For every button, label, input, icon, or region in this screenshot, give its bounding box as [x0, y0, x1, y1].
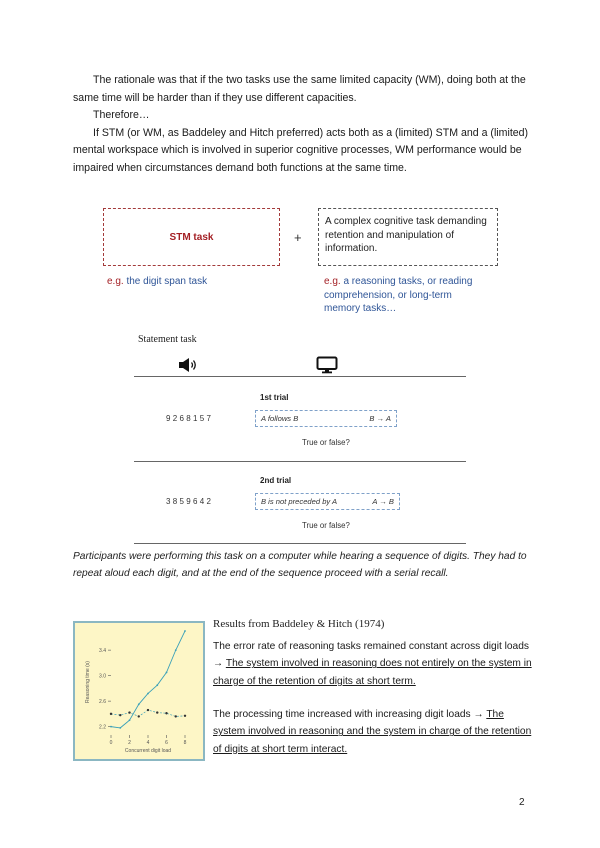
statement-pattern: B → A	[369, 414, 391, 423]
trial-label: 1st trial	[260, 393, 289, 402]
speaker-icon	[178, 357, 200, 378]
statement-text: B is not preceded by A	[261, 497, 338, 506]
complex-example	[324, 275, 484, 316]
statement-box	[255, 493, 400, 510]
trial-label: 2nd trial	[260, 476, 292, 485]
y-tick-label: 2.6	[99, 699, 106, 706]
y-tick-label: 2.2	[99, 724, 106, 731]
data-point	[128, 711, 130, 713]
stm-example-text: the digit span task	[126, 276, 208, 287]
x-tick-label: 2	[128, 740, 131, 746]
data-point	[166, 672, 168, 674]
divider	[134, 461, 466, 462]
intro-paragraph-1: The rationale was that if the two tasks use the same limited capacity (WM), doing both at the same time will be harder than if they use different capacities.	[73, 74, 526, 104]
data-point	[119, 727, 121, 729]
complex-task-box: A complex cognitive task demanding retention and manipulation of information.	[318, 208, 498, 266]
x-tick-label: 4	[146, 740, 150, 746]
results-paragraph-2	[213, 706, 533, 758]
data-point	[184, 630, 186, 632]
eg-prefix: e.g.	[324, 276, 341, 287]
data-point	[184, 715, 186, 717]
statement-box	[255, 410, 397, 427]
x-tick-label: 6	[165, 740, 168, 746]
data-point	[138, 703, 140, 705]
data-point	[147, 709, 149, 711]
data-point	[156, 684, 158, 686]
intro-paragraph-3: If STM (or WM, as Baddeley and Hitch preferred) acts both as a (limited) STM and a (limited) mental workspace which is involved in superior cognitive processes, WM performance would be impaired when circumstances demand both functions at the same time.	[73, 126, 529, 174]
data-point	[129, 719, 131, 721]
true-false-question: True or false?	[302, 438, 350, 447]
x-tick-label: 0	[109, 740, 113, 746]
digit-sequence: 3859642	[166, 497, 214, 506]
digit-sequence: 9268157	[166, 414, 214, 423]
task-caption: Participants were performing this task on a computer while hearing a sequence of digits. They had to repeat aloud each digit, and at the end of the sequence proceed with a serial recall.	[73, 551, 527, 580]
x-tick-label: 8	[183, 740, 187, 746]
data-point	[119, 714, 121, 716]
data-point	[110, 726, 112, 728]
results-p2-text: The processing time increased with increasing digit loads →	[213, 709, 487, 720]
y-tick-label: 3.0	[99, 673, 106, 680]
true-false-question: True or false?	[302, 521, 350, 530]
results-title: Results from Baddeley & Hitch (1974)	[213, 618, 385, 630]
data-point	[175, 649, 177, 651]
y-tick-label: 3.4	[99, 648, 106, 655]
intro-text	[73, 72, 533, 178]
statement-task-title: Statement task	[138, 334, 197, 345]
data-point	[165, 712, 167, 714]
data-point	[175, 715, 177, 717]
results-chart	[75, 623, 203, 759]
results-paragraph-1	[213, 638, 533, 690]
results-p1-text: The error rate of reasoning tasks remained constant across digit loads →	[213, 641, 529, 670]
complex-example-text: a reasoning tasks, or reading comprehension, or long-term memory tasks…	[324, 276, 473, 314]
divider	[134, 543, 466, 544]
divider	[134, 376, 466, 377]
page-number: 2	[519, 797, 525, 808]
eg-prefix: e.g.	[107, 276, 124, 287]
stm-example	[107, 275, 287, 289]
y-axis-label: Reasoning time (s)	[85, 661, 91, 703]
results-p2-conclusion: The system involved in reasoning and the system in charge of the retention of digits at short term interact.	[213, 709, 532, 755]
data-point	[147, 693, 149, 695]
intro-paragraph-2: Therefore…	[93, 109, 150, 122]
statement-text: A follows B	[261, 414, 299, 423]
statement-pattern: A → B	[372, 497, 394, 506]
data-point	[156, 711, 158, 713]
data-point	[138, 715, 140, 717]
results-p1-conclusion: The system involved in reasoning does not entirely on the system in charge of the retention of digits at short term.	[213, 658, 532, 687]
stm-task-label: STM task	[169, 231, 214, 243]
data-point	[110, 713, 112, 715]
x-axis-label: Concurrent digit load	[124, 748, 172, 754]
results-figure	[73, 621, 205, 761]
stm-task-box	[103, 208, 280, 266]
plus-sign: +	[294, 230, 302, 245]
series-line-reasoning-time	[111, 631, 185, 728]
